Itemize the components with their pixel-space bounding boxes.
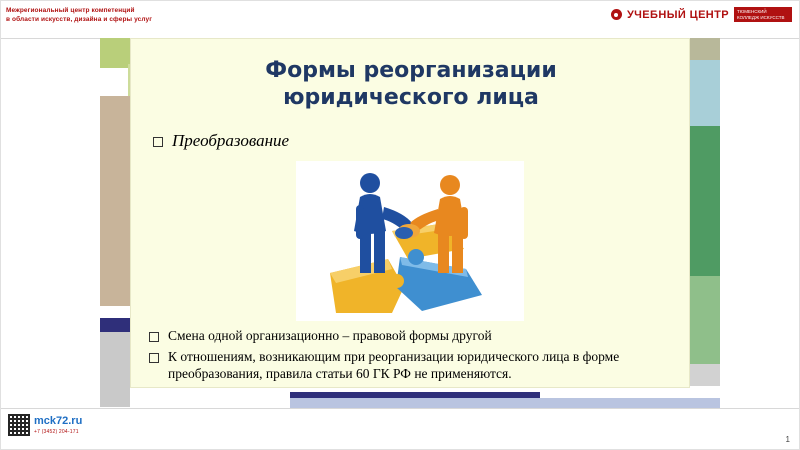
- decor-bar-lavender-bottom: [290, 398, 720, 408]
- organization-name: [6, 6, 266, 24]
- decor-block-grey-left: [100, 332, 130, 407]
- phone-number: +7 (3452) 204-171: [34, 429, 79, 435]
- decor-block-green-right: [690, 126, 720, 276]
- decor-block-tan-left: [100, 96, 130, 306]
- brand-title: УЧЕБНЫЙ ЦЕНТР: [626, 8, 729, 21]
- qr-code-icon: [8, 414, 30, 436]
- page-title: [131, 57, 691, 111]
- subtitle-item: [153, 131, 289, 151]
- slide-content-panel: [130, 38, 690, 388]
- list-item: [149, 327, 677, 344]
- square-marker-icon: [153, 137, 163, 147]
- footer-divider: [0, 408, 800, 409]
- slide-number: 1: [785, 435, 790, 444]
- site-link[interactable]: mck72.ru: [34, 415, 83, 427]
- title-line-1: Формы реорганизации: [265, 58, 557, 83]
- brand-block: [611, 7, 792, 22]
- title-line-2: юридического лица: [283, 85, 539, 110]
- slide-header: [0, 0, 800, 39]
- decor-block-grey-right: [690, 364, 720, 386]
- subtitle-label: Преобразование: [172, 131, 290, 150]
- organization-line-1: Межрегиональный центр компетенций: [6, 7, 135, 14]
- bullet-list: [149, 327, 677, 386]
- list-item-label: Смена одной организационно – правовой формы другой: [168, 328, 492, 343]
- organization-line-2: в области искусств, дизайна и сферы услуг: [6, 16, 153, 23]
- brand-badge: ТЮМЕНСКИЙ КОЛЛЕДЖ ИСКУССТВ: [734, 7, 792, 22]
- list-item: [149, 348, 677, 382]
- square-marker-icon: [149, 353, 159, 363]
- list-item-label: К отношениям, возникающим при реорганизации юридического лица в форме преобразования, правила статьи 60 ГК РФ не применяются.: [168, 349, 620, 381]
- handshake-puzzle-illustration: [296, 161, 524, 321]
- dot-icon: [611, 9, 622, 20]
- decor-block-blue-left: [100, 318, 130, 332]
- decor-block-green-right-2: [690, 276, 720, 364]
- square-marker-icon: [149, 332, 159, 342]
- decor-block-teal-right: [690, 60, 720, 126]
